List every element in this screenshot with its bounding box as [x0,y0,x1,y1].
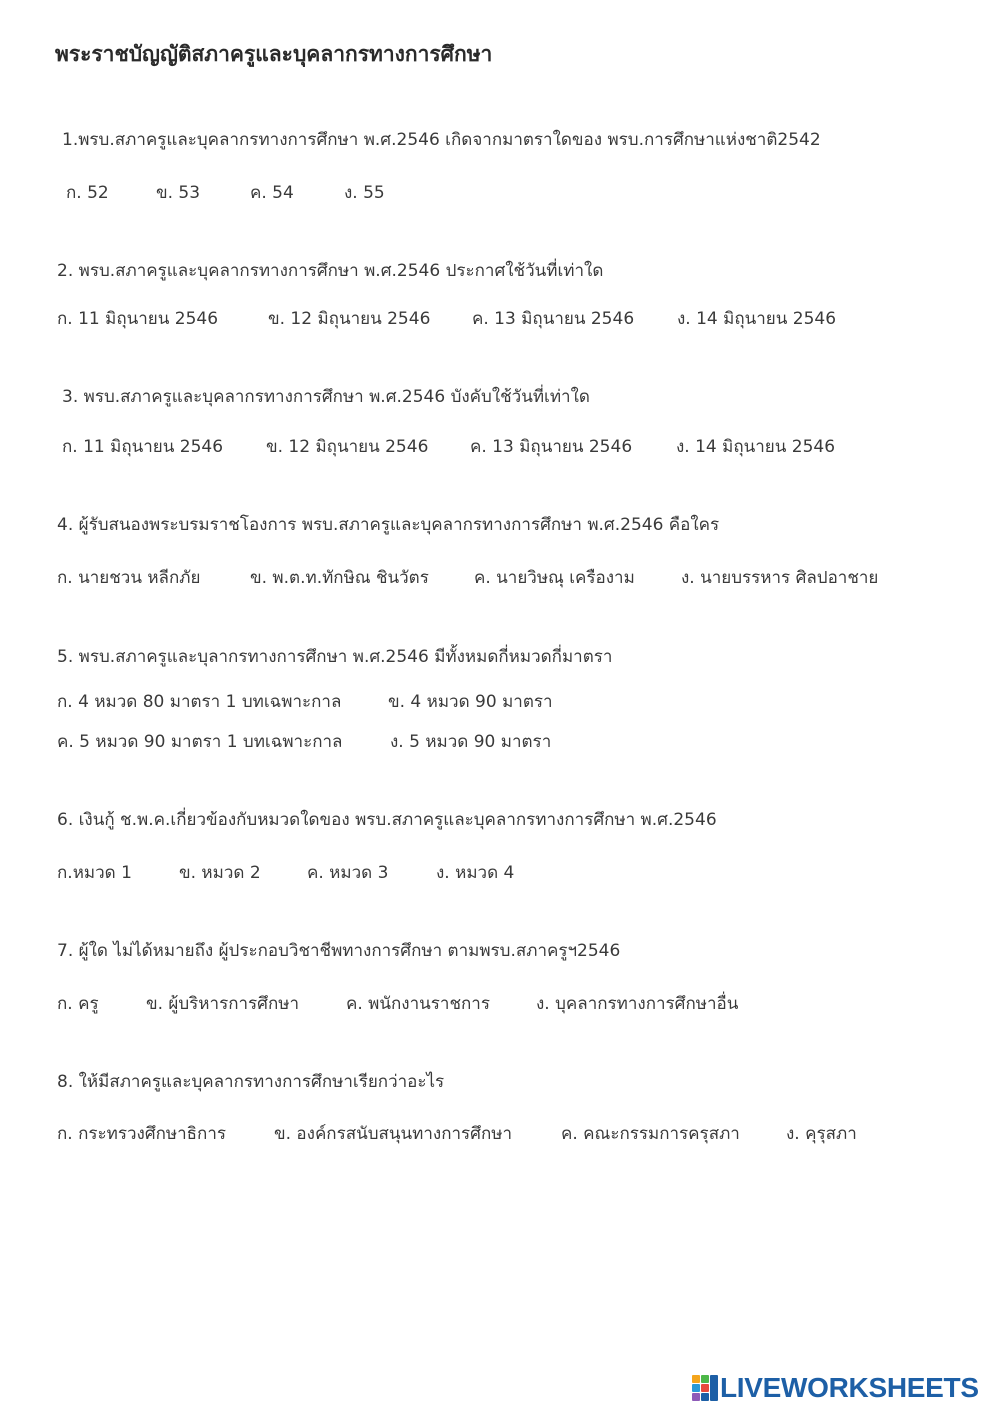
question-7-text: 7. ผู้ใด ไม่ได้หมายถึง ผู้ประกอบวิชาชีพทางการศึกษา ตามพรบ.สภาครูฯ2546 [57,941,621,961]
q5-option-c[interactable]: ค. 5 หมวด 90 มาตรา 1 บทเฉพาะกาล [57,732,343,752]
question-8-text: 8. ให้มีสภาครูและบุคลากรทางการศึกษาเรียกว่าอะไร [57,1072,445,1092]
q2-option-d[interactable]: ง. 14 มิถุนายน 2546 [677,309,837,329]
q4-option-a[interactable]: ก. นายชวน หลีกภัย [57,568,201,588]
question-4-text: 4. ผู้รับสนองพระบรมราชโองการ พรบ.สภาครูและบุคลากรทางการศึกษา พ.ศ.2546 คือใคร [57,515,720,535]
question-1-text: 1.พรบ.สภาครูและบุคลากรทางการศึกษา พ.ศ.2546 เกิดจากมาตราใดของ พรบ.การศึกษาแห่งชาติ2542 [62,130,821,150]
liveworksheets-logo-icon [692,1375,718,1401]
liveworksheets-logo-text: LIVEWORKSHEETS [720,1372,979,1403]
question-6-text: 6. เงินกู้ ช.พ.ค.เกี่ยวข้องกับหมวดใดของ พรบ.สภาครูและบุคลากรทางการศึกษา พ.ศ.2546 [57,810,717,830]
q6-option-d[interactable]: ง. หมวด 4 [436,863,515,883]
q5-option-d[interactable]: ง. 5 หมวด 90 มาตรา [390,732,552,752]
q6-option-c[interactable]: ค. หมวด 3 [307,863,389,883]
q2-option-b[interactable]: ข. 12 มิถุนายน 2546 [268,309,431,329]
page-title: พระราชบัญญัติสภาครูและบุคลากรทางการศึกษา [55,42,493,66]
q3-option-d[interactable]: ง. 14 มิถุนายน 2546 [676,437,836,457]
q3-option-a[interactable]: ก. 11 มิถุนายน 2546 [62,437,224,457]
q8-option-c[interactable]: ค. คณะกรรมการครุสภา [561,1124,740,1144]
q1-option-b[interactable]: ข. 53 [156,183,201,203]
q4-option-b[interactable]: ข. พ.ต.ท.ทักษิณ ชินวัตร [250,568,429,588]
q2-option-c[interactable]: ค. 13 มิถุนายน 2546 [472,309,635,329]
q6-option-b[interactable]: ข. หมวด 2 [179,863,261,883]
q2-option-a[interactable]: ก. 11 มิถุนายน 2546 [57,309,219,329]
q8-option-d[interactable]: ง. คุรุสภา [786,1124,857,1144]
q3-option-c[interactable]: ค. 13 มิถุนายน 2546 [470,437,633,457]
q7-option-c[interactable]: ค. พนักงานราชการ [346,994,490,1014]
q5-option-b[interactable]: ข. 4 หมวด 90 มาตรา [388,692,553,712]
q7-option-b[interactable]: ข. ผู้บริหารการศึกษา [146,994,299,1014]
q1-option-d[interactable]: ง. 55 [344,183,385,203]
q1-option-a[interactable]: ก. 52 [66,183,109,203]
q3-option-b[interactable]: ข. 12 มิถุนายน 2546 [266,437,429,457]
question-2-text: 2. พรบ.สภาครูและบุคลากรทางการศึกษา พ.ศ.2546 ประกาศใช้วันที่เท่าใด [57,261,604,281]
q8-option-b[interactable]: ข. องค์กรสนับสนุนทางการศึกษา [274,1124,512,1144]
question-5-text: 5. พรบ.สภาครูและบุลากรทางการศึกษา พ.ศ.2546 มีทั้งหมดกี่หมวดกี่มาตรา [57,647,613,667]
q7-option-a[interactable]: ก. ครู [57,994,99,1014]
q7-option-d[interactable]: ง. บุคลากรทางการศึกษาอื่น [536,994,739,1014]
q5-option-a[interactable]: ก. 4 หมวด 80 มาตรา 1 บทเฉพาะกาล [57,692,342,712]
q6-option-a[interactable]: ก.หมวด 1 [57,863,132,883]
q4-option-d[interactable]: ง. นายบรรหาร ศิลปอาชาย [681,568,879,588]
q4-option-c[interactable]: ค. นายวิษณุ เครืองาม [474,568,635,588]
q8-option-a[interactable]: ก. กระทรวงศึกษาธิการ [57,1124,227,1144]
q1-option-c[interactable]: ค. 54 [250,183,294,203]
question-3-text: 3. พรบ.สภาครูและบุคลากรทางการศึกษา พ.ศ.2546 บังคับใช้วันที่เท่าใด [62,387,590,407]
liveworksheets-logo [692,1372,979,1404]
